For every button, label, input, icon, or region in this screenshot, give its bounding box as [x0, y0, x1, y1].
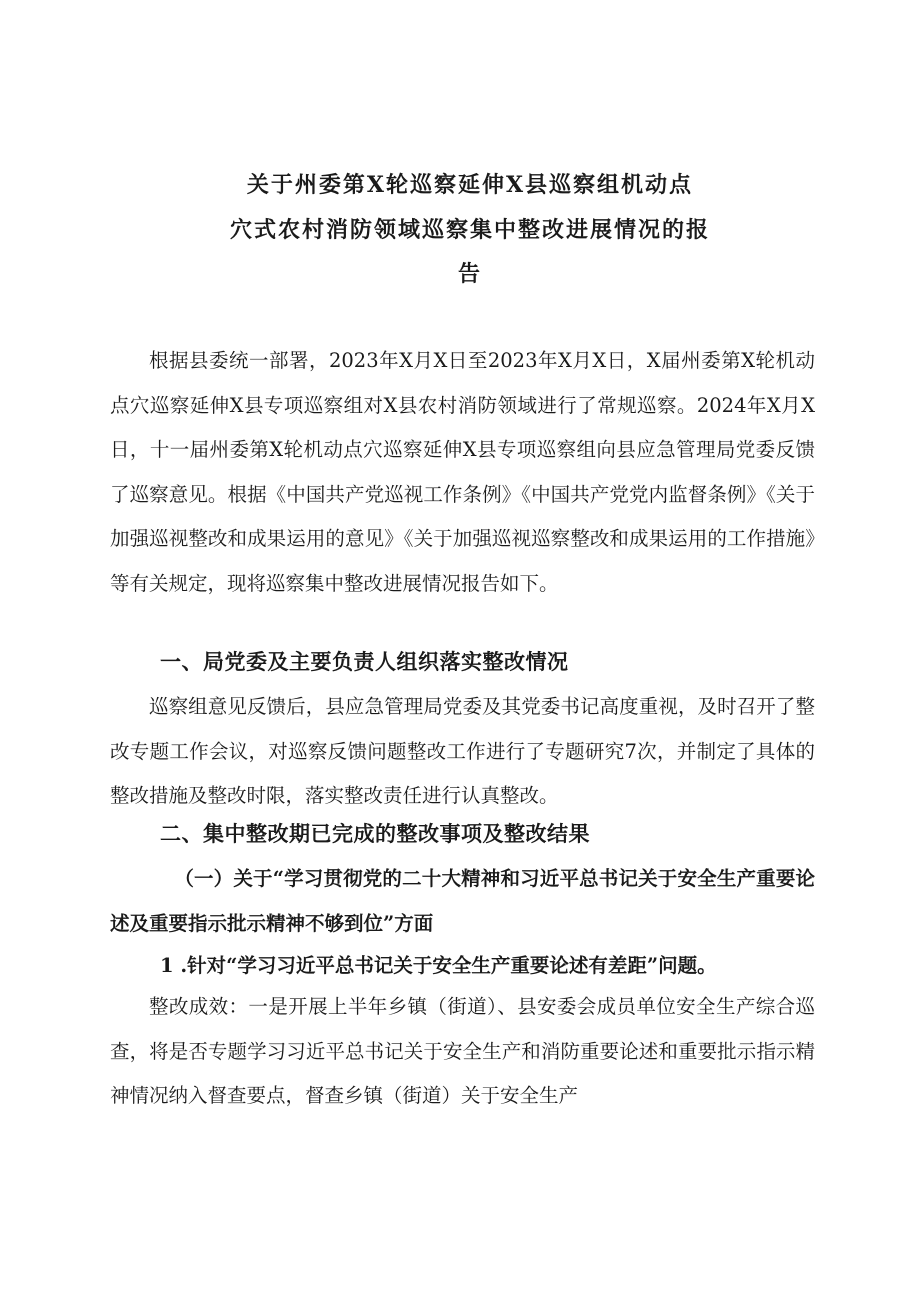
section-1-heading: 一、局党委及主要负责人组织落实整改情况 [160, 650, 569, 674]
document-title-line-2: 穴式农村消防领域巡察集中整改进展情况的报 [229, 217, 710, 243]
subsection-1-heading: （一）关于“学习贯彻党的二十大精神和习近平总书记关于安全生产重要论述及重要指示批示精神不够到位”方面 [110, 867, 815, 935]
section-2-heading: 二、集中整改期已完成的整改事项及整改结果 [160, 822, 590, 846]
item-1-heading: 1 .针对“学习习近平总书记关于安全生产重要论述有差距”问题。 [160, 954, 717, 977]
document-title-line-1: 关于州委第X轮巡察延伸X县巡察组机动点 [246, 172, 694, 198]
item-1-paragraph: 整改成效：一是开展上半年乡镇（街道）、县安委会成员单位安全生产综合巡查，将是否专题学习习近平总书记关于安全生产和消防重要论述和重要批示指示精神情况纳入督查要点，督查乡镇（街道）关于安全生产 [110, 995, 815, 1108]
document-title-line-3: 告 [457, 261, 482, 287]
section-1-paragraph: 巡察组意见反馈后，县应急管理局党委及其党委书记高度重视，及时召开了整改专题工作会议，对巡察反馈问题整改工作进行了专题研究7次，并制定了具体的整改措施及整改时限，落实整改责任进行认真整改。 [110, 695, 815, 808]
intro-paragraph: 根据县委统一部署，2023年X月X日至2023年X月X日，X届州委第X轮机动点穴巡察延伸X县专项巡察组对X县农村消防领域进行了常规巡察。2024年X月X日，十一届州委第X轮机动点穴巡察延伸X县专项巡察组向县应急管理局党委反馈了巡察意见。根据《中国共产党巡视工作条例》《中国共产党党内监督条例》《关于加强巡视整改和成果运用的意见》《关于加强巡视巡察整改和成果运用的工作措施》等有关规定，现将巡察集中整改进展情况报告如下。 [110, 349, 815, 595]
